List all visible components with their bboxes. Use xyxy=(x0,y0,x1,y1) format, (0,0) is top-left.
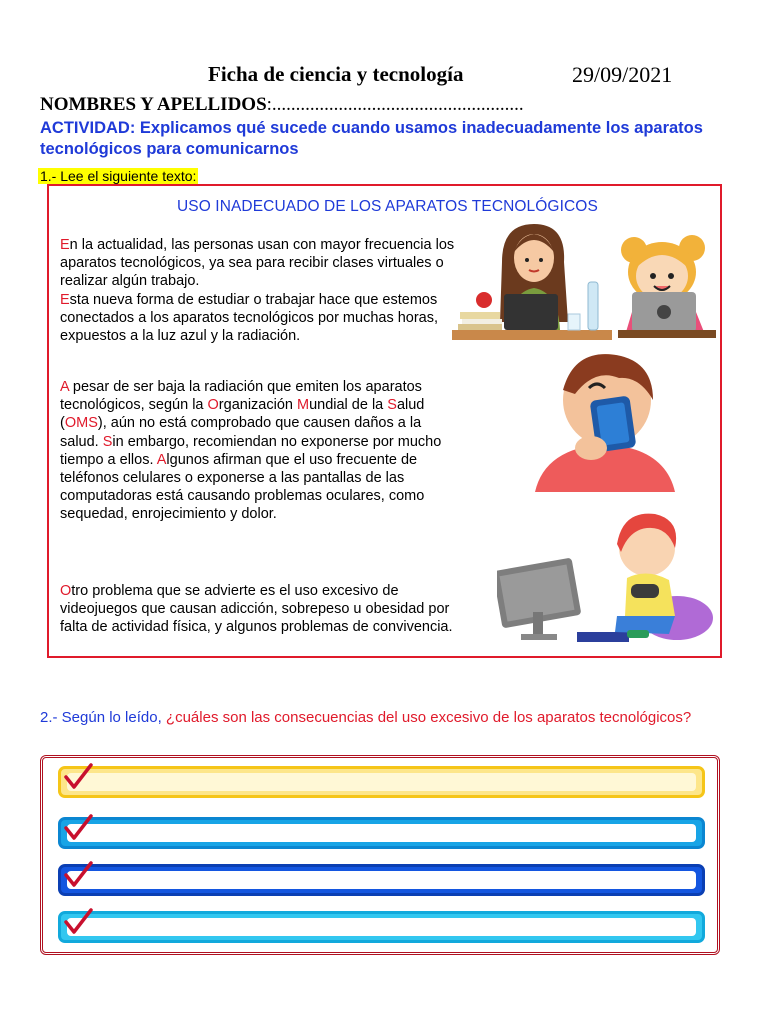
initial-letter: E xyxy=(60,291,70,308)
initial-letter: E xyxy=(60,237,70,253)
names-field[interactable] xyxy=(40,94,524,116)
paragraph-3 xyxy=(60,582,460,637)
initial-letter: M xyxy=(296,397,310,414)
paragraph-2 xyxy=(60,378,450,524)
reading-title: USO INADECUADO DE LOS APARATOS TECNOLÓGICOS xyxy=(177,198,598,215)
checkmark-icon xyxy=(63,763,93,793)
paragraph-text: ), aún no está comprobado que causen daños a la salud. xyxy=(60,415,422,450)
question-text: ¿cuáles son las consecuencias del uso excesivo de los aparatos tecnológicos? xyxy=(165,709,692,726)
names-label: NOMBRES Y APELLIDOS xyxy=(40,94,267,115)
paragraph-text: in embargo, recomiendan no exponerse por mucho tiempo a ellos. xyxy=(60,433,442,468)
paragraph-1 xyxy=(60,236,460,345)
question-number: 2.- Según lo leído, xyxy=(40,709,166,726)
boy-tablet-illustration xyxy=(535,350,675,492)
checkmark-icon xyxy=(63,908,93,938)
answer-text[interactable] xyxy=(67,773,696,791)
answer-field-1[interactable] xyxy=(58,766,705,798)
paragraph-text: pesar de ser baja la radiación que emiten los aparatos tecnológicos, según la xyxy=(60,379,422,414)
girl-laptop-illustration xyxy=(612,232,722,340)
paragraph-text: lgunos afirman que el uso frecuente de teléfonos celulares o exponerse a las pantallas de las computadoras está causando problemas oculares, como sequedad, enrojecimiento y dolor. xyxy=(60,451,425,523)
initial-letter: A xyxy=(156,451,167,468)
question-2 xyxy=(40,708,730,727)
paragraph-text: n la actualidad, las personas usan con mayor frecuencia los aparatos tecnológicos, ya sea para recibir clases virtuales o realizar algún trabajo. xyxy=(60,237,455,290)
paragraph-text: tro problema que se advierte es el uso excesivo de videojuegos que causan adicción, sobrepeso u obesidad por falta de actividad física, y algunos problemas de convivencia. xyxy=(60,583,453,636)
answer-text[interactable] xyxy=(67,871,696,889)
initial-letter: S xyxy=(102,433,113,450)
answer-text[interactable] xyxy=(67,824,696,842)
checkmark-icon xyxy=(63,861,93,891)
paragraph-text: rganización xyxy=(218,397,297,414)
answer-field-2[interactable] xyxy=(58,817,705,849)
paragraph-text: sta nueva forma de estudiar o trabajar hace que estemos conectados a los aparatos tecnológicos por muchas horas, expuestos a la luz azul y la radiación. xyxy=(60,291,439,345)
boy-videogame-illustration xyxy=(497,508,715,648)
answer-field-4[interactable] xyxy=(58,911,705,943)
initial-letter: S xyxy=(387,397,397,414)
initial-letter: A xyxy=(60,379,69,395)
answer-field-3[interactable] xyxy=(58,864,705,896)
oms-acronym: OMS xyxy=(64,415,98,432)
activity-heading: ACTIVIDAD: Explicamos qué sucede cuando usamos inadecuadamente los aparatos tecnológicos para comunicarnos xyxy=(40,119,703,158)
answer-text[interactable] xyxy=(67,918,696,936)
page-title: Ficha de ciencia y tecnología xyxy=(208,62,464,86)
step1-label: 1.- Lee el siguiente texto: xyxy=(40,168,197,184)
date: 29/09/2021 xyxy=(572,62,673,87)
paragraph-text: alud ( xyxy=(60,397,425,432)
checkmark-icon xyxy=(63,814,93,844)
paragraph-text: undial de la xyxy=(309,397,388,414)
initial-letter: O xyxy=(207,397,219,414)
initial-letter: O xyxy=(60,583,72,599)
woman-laptop-illustration xyxy=(452,222,612,344)
names-dots: :..................................................... xyxy=(266,94,524,115)
